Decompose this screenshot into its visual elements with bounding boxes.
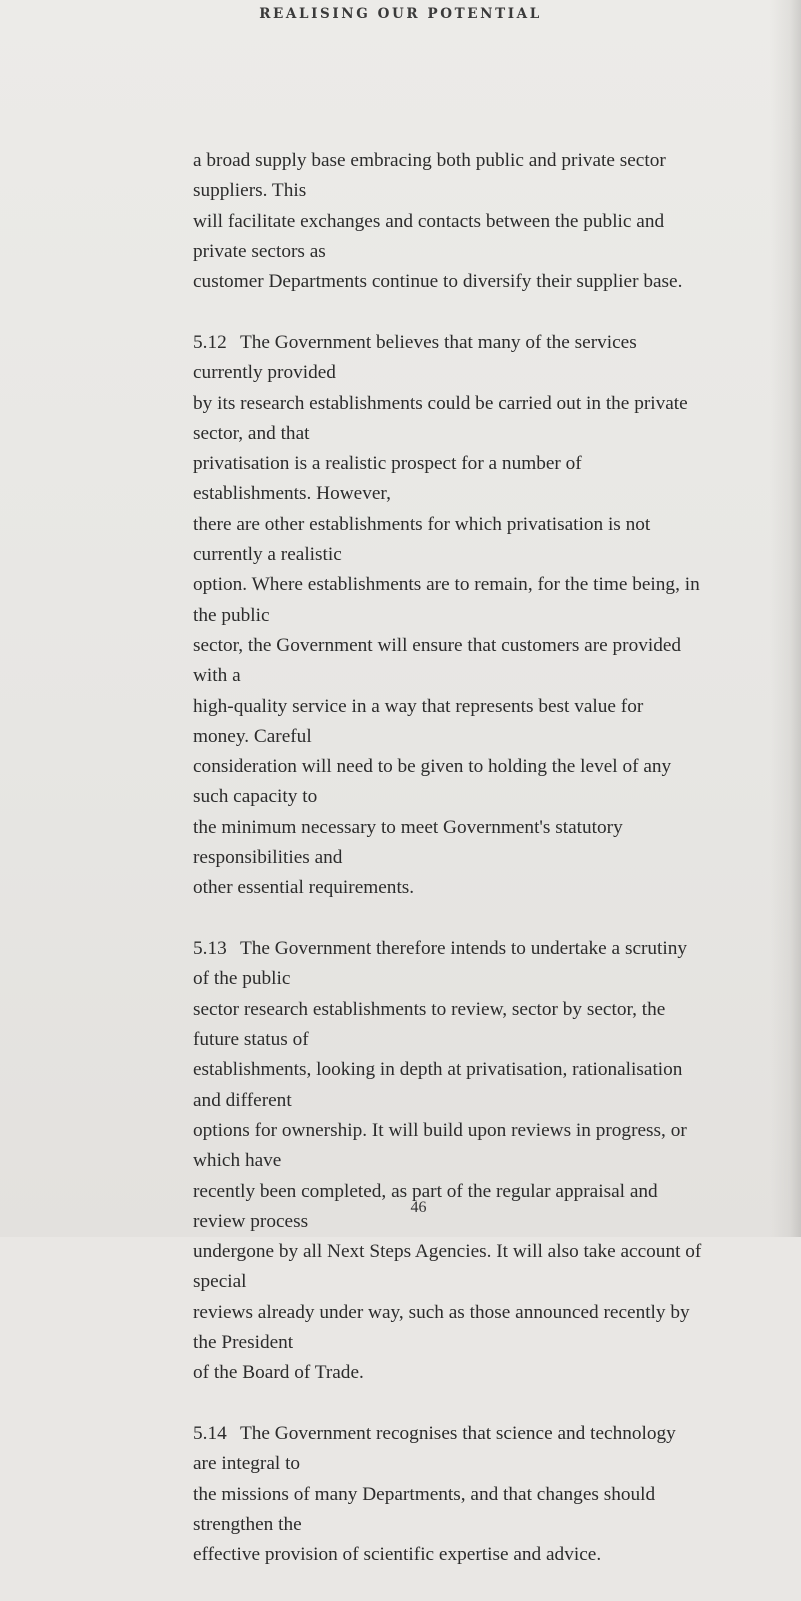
paragraph-number: 5.13: [193, 938, 227, 960]
paragraph-text: The Government therefore intends to undertake a scrutiny of the public sector research establishments to review, sector by sector, the future status of establishments, looking in depth at privatisation, rationalisation and different options for ownership. It will build upon reviews in progress, or which have recently been completed, as part of the regular appraisal and review process undergone by all Next Steps Agencies. It will also take account of special reviews already under way, such as those announced recently by the President of the Board of Trade.: [193, 938, 702, 1384]
body-text: [193, 146, 703, 1601]
page-number: 46: [410, 1199, 427, 1216]
running-head: REALISING OUR POTENTIAL: [259, 6, 542, 22]
paragraph-5-14: [193, 1419, 703, 1570]
paragraph-5-13: [193, 934, 703, 1388]
paragraph-text: The Government believes that many of the services currently provided by its research establishments could be carried out in the private sector, and that privatisation is a realistic prospect for a number of establishments. However, there are other establishments for which privatisation is not currently a realistic option. Where establishments are to remain, for the time being, in the public sector, the Government will ensure that customers are provided with a high-quality service in a way that represents best value for money. Careful consideration will need to be given to holding the level of any such capacity to the minimum necessary to meet Government's statutory responsibilities and other essential requirements.: [193, 331, 700, 899]
paragraph-text: a broad supply base embracing both public and private sector suppliers. This will facilitate exchanges and contacts between the public and private sectors as customer Departments continue to diversify their supplier base.: [193, 150, 683, 293]
paragraph-text: The Government recognises that science and technology are integral to the missions of many Departments, and that changes should strengthen the effective provision of scientific expertise and advice.: [193, 1423, 676, 1566]
paragraph-number: 5.12: [193, 331, 227, 353]
paragraph-5-12: [193, 328, 703, 904]
paragraph-continuation: [193, 146, 703, 297]
paragraph-number: 5.14: [193, 1423, 227, 1445]
